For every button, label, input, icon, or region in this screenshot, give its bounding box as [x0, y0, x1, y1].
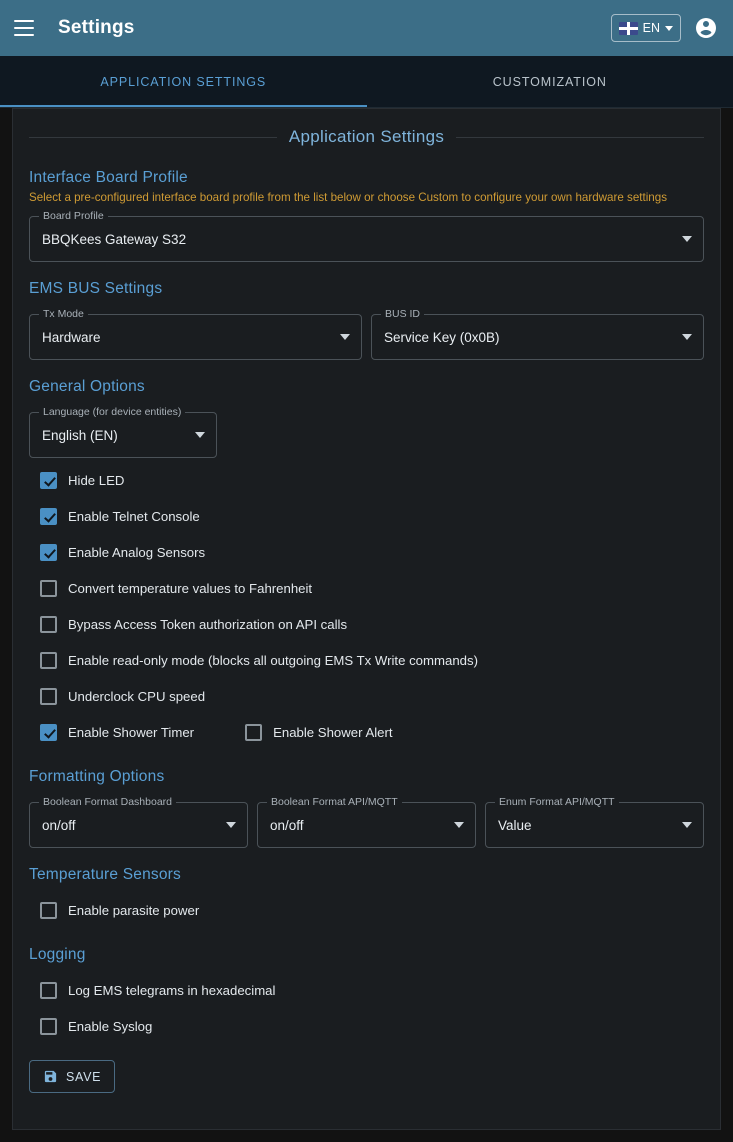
checkbox-log-ems-hex[interactable]	[40, 982, 57, 999]
checkbox-row-convert-fahrenheit[interactable]	[29, 570, 704, 606]
account-circle-icon[interactable]	[693, 15, 719, 41]
board-profile-select[interactable]	[29, 210, 704, 262]
bus-id-select[interactable]	[371, 308, 704, 360]
divider-left	[29, 137, 277, 138]
label-enable-syslog: Enable Syslog	[68, 1018, 153, 1034]
ems-bus-settings-section	[29, 280, 704, 360]
checkbox-enable-telnet-console[interactable]	[40, 508, 57, 525]
checkbox-bypass-access-token[interactable]	[40, 616, 57, 633]
boolean-format-dashboard-value: on/off	[42, 817, 76, 833]
checkbox-convert-fahrenheit[interactable]	[40, 580, 57, 597]
label-convert-fahrenheit: Convert temperature values to Fahrenheit	[68, 580, 313, 596]
bus-id-value: Service Key (0x0B)	[384, 329, 500, 345]
tab-active-indicator	[0, 105, 367, 107]
enum-format-api-mqtt-select[interactable]	[485, 796, 704, 848]
settings-heading: Application Settings	[288, 127, 445, 146]
enum-format-api-mqtt-legend: Enum Format API/MQTT	[495, 796, 619, 808]
floppy-disk-icon	[43, 1069, 58, 1084]
checkbox-read-only-mode[interactable]	[40, 652, 57, 669]
save-button[interactable]	[29, 1060, 115, 1093]
logging-section	[29, 946, 704, 1093]
language-legend: Language (for device entities)	[39, 406, 185, 418]
checkbox-row-log-ems-hex[interactable]	[29, 972, 704, 1008]
checkbox-hide-led[interactable]	[40, 472, 57, 489]
general-options-title: General Options	[29, 378, 145, 395]
checkbox-row-bypass-access-token[interactable]	[29, 606, 704, 642]
ems-bus-settings-title: EMS BUS Settings	[29, 280, 163, 297]
checkbox-row-enable-telnet-console[interactable]	[29, 498, 704, 534]
tab-bar	[0, 56, 733, 108]
chevron-down-icon	[665, 26, 673, 31]
section-header	[29, 127, 704, 147]
save-button-label: SAVE	[66, 1069, 102, 1084]
content-area	[0, 108, 733, 1142]
checkbox-group-shower-alert[interactable]	[245, 724, 393, 741]
interface-board-profile-title: Interface Board Profile	[29, 169, 188, 186]
topbar-actions	[611, 14, 719, 42]
settings-panel	[12, 108, 721, 1130]
boolean-format-dashboard-legend: Boolean Format Dashboard	[39, 796, 176, 808]
checkbox-enable-shower-alert[interactable]	[245, 724, 262, 741]
label-enable-telnet-console: Enable Telnet Console	[68, 508, 200, 524]
divider-right	[456, 137, 704, 138]
label-bypass-access-token: Bypass Access Token authorization on API calls	[68, 616, 348, 632]
bus-id-legend: BUS ID	[381, 308, 424, 320]
formatting-fields-row	[29, 796, 704, 848]
board-profile-legend: Board Profile	[39, 210, 108, 222]
temperature-sensors-section	[29, 866, 704, 928]
checkbox-row-enable-syslog[interactable]	[29, 1008, 704, 1044]
language-value: English (EN)	[42, 427, 118, 443]
language-selector-button[interactable]	[611, 14, 681, 42]
interface-board-profile-section	[29, 169, 704, 262]
checkbox-group-shower-timer[interactable]	[40, 724, 194, 741]
checkbox-enable-shower-timer[interactable]	[40, 724, 57, 741]
label-underclock-cpu: Underclock CPU speed	[68, 688, 206, 704]
page-title: Settings	[58, 17, 135, 38]
board-profile-value: BBQKees Gateway S32	[42, 231, 187, 247]
label-enable-parasite-power: Enable parasite power	[68, 902, 200, 918]
chevron-down-icon	[195, 432, 205, 438]
logging-title: Logging	[29, 946, 86, 963]
checkbox-enable-syslog[interactable]	[40, 1018, 57, 1035]
label-hide-led: Hide LED	[68, 472, 125, 488]
chevron-down-icon	[682, 334, 692, 340]
checkbox-row-read-only-mode[interactable]	[29, 642, 704, 678]
ems-bus-fields-row	[29, 308, 704, 360]
formatting-options-title: Formatting Options	[29, 768, 165, 785]
chevron-down-icon	[340, 334, 350, 340]
boolean-format-api-mqtt-legend: Boolean Format API/MQTT	[267, 796, 402, 808]
interface-board-profile-description: Select a pre-configured interface board profile from the list below or choose Custom to configure your own hardware settings	[29, 191, 667, 204]
checkbox-row-parasite-power[interactable]	[29, 892, 704, 928]
tx-mode-select[interactable]	[29, 308, 362, 360]
top-app-bar	[0, 0, 733, 56]
language-select[interactable]	[29, 406, 217, 458]
label-enable-analog-sensors: Enable Analog Sensors	[68, 544, 206, 560]
chevron-down-icon	[682, 236, 692, 242]
checkbox-row-shower	[29, 714, 704, 750]
tab-customization[interactable]: CUSTOMIZATION	[492, 74, 607, 89]
boolean-format-dashboard-select[interactable]	[29, 796, 248, 848]
uk-flag-icon	[619, 22, 638, 35]
formatting-options-section	[29, 768, 704, 848]
boolean-format-api-mqtt-value: on/off	[270, 817, 304, 833]
chevron-down-icon	[226, 822, 236, 828]
tab-application-settings[interactable]: APPLICATION SETTINGS	[100, 74, 267, 89]
enum-format-api-mqtt-value: Value	[498, 817, 532, 833]
checkbox-row-hide-led[interactable]	[29, 462, 704, 498]
checkbox-enable-analog-sensors[interactable]	[40, 544, 57, 561]
label-log-ems-hex: Log EMS telegrams in hexadecimal	[68, 982, 276, 998]
tx-mode-legend: Tx Mode	[39, 308, 88, 320]
language-code-label: EN	[642, 21, 660, 35]
chevron-down-icon	[682, 822, 692, 828]
checkbox-row-enable-analog-sensors[interactable]	[29, 534, 704, 570]
label-enable-shower-timer: Enable Shower Timer	[68, 724, 195, 740]
tx-mode-value: Hardware	[42, 329, 101, 345]
label-read-only-mode: Enable read-only mode (blocks all outgoing EMS Tx Write commands)	[68, 652, 478, 668]
checkbox-enable-parasite-power[interactable]	[40, 902, 57, 919]
checkbox-row-underclock-cpu[interactable]	[29, 678, 704, 714]
hamburger-icon[interactable]	[14, 15, 40, 41]
chevron-down-icon	[454, 822, 464, 828]
checkbox-underclock-cpu[interactable]	[40, 688, 57, 705]
general-options-section	[29, 378, 704, 750]
temperature-sensors-title: Temperature Sensors	[29, 866, 181, 883]
boolean-format-api-mqtt-select[interactable]	[257, 796, 476, 848]
label-enable-shower-alert: Enable Shower Alert	[273, 724, 393, 740]
